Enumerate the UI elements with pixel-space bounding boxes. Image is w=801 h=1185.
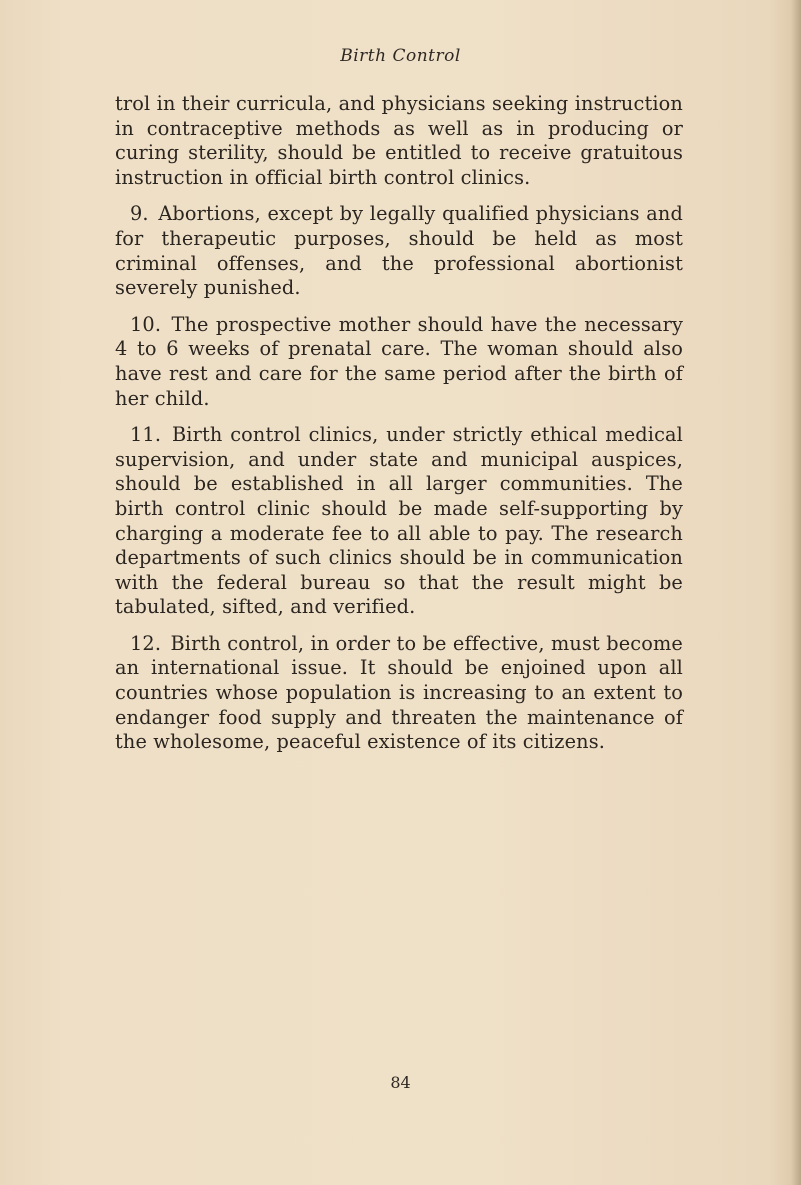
item-number: 11. (130, 423, 162, 447)
list-item-9 (115, 202, 683, 300)
list-item-12 (115, 632, 683, 755)
page-edge-shadow (791, 0, 801, 1185)
page-number: 84 (390, 1073, 411, 1092)
item-text: Birth control clinics, under strictly ethical medical supervision, and under state and municipal auspices, should be established in all larger communities. The birth control clinic should be made self-supporting by charging a moderate fee to all able to pay. The research departments of such clinics should be in communication with the federal bureau so that the result might be tabulated, sifted, and verified. (115, 423, 683, 619)
list-item-11 (115, 423, 683, 620)
continued-paragraph: trol in their curricula, and physicians seeking instruction in contraceptive methods as well as in producing or curing sterility, should be entitled to receive gratuitous instruction in official birth control clinics. (115, 92, 683, 189)
body-text (115, 92, 683, 767)
item-text: Birth control, in order to be effective, must become an international issue. It should be enjoined upon all countries whose population is increasing to an extent to endanger food supply and threaten the maintenance of the wholesome, peaceful existence of its citizens. (115, 631, 683, 754)
running-title: Birth Control (340, 46, 461, 66)
item-number: 10. (130, 312, 162, 336)
item-number: 9. (130, 202, 149, 226)
list-item-10 (115, 313, 683, 411)
item-number: 12. (130, 631, 162, 655)
item-text: Abortions, except by legally qualified physicians and for therapeutic purposes, should be held as most criminal offenses, and the professional abortionist severely punished. (115, 202, 683, 300)
item-text: The prospective mother should have the necessary 4 to 6 weeks of prenatal care. The woman should also have rest and care for the same period after the birth of her child. (115, 312, 683, 410)
